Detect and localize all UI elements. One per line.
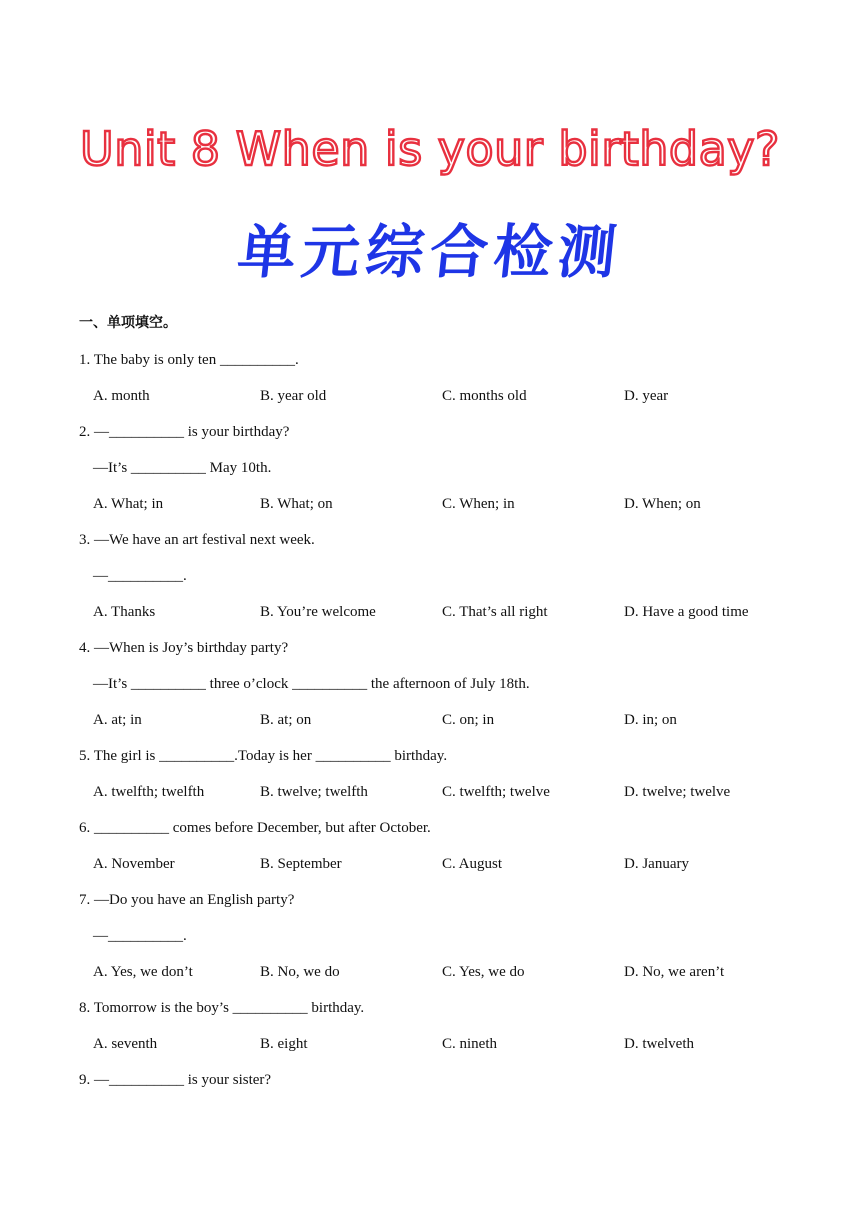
question-2-option-c: C. When; in xyxy=(442,496,515,512)
question-6-option-c: C. August xyxy=(442,856,503,872)
question-1-option-d: D. year xyxy=(624,388,669,404)
question-6-option-d: D. January xyxy=(624,856,689,872)
unit-title: Unit 8 When is your birthday? xyxy=(80,122,780,176)
question-5-option-c: C. twelfth; twelve xyxy=(442,784,550,800)
question-1-stem: 1. The baby is only ten __________. xyxy=(79,352,299,368)
question-7-reply: —__________. xyxy=(93,928,187,944)
question-8-option-a: A. seventh xyxy=(93,1036,158,1052)
section-heading: 一、单项填空。 xyxy=(79,315,177,331)
question-8-option-d: D. twelveth xyxy=(624,1036,694,1052)
question-4-option-c: C. on; in xyxy=(442,712,495,728)
question-2-option-d: D. When; on xyxy=(624,496,701,512)
question-7-option-b: B. No, we do xyxy=(260,964,340,980)
question-7-option-c: C. Yes, we do xyxy=(442,964,525,980)
question-9-stem: 9. —__________ is your sister? xyxy=(79,1072,272,1088)
question-5-stem: 5. The girl is __________.Today is her __________ birthday. xyxy=(79,748,448,764)
question-7-option-d: D. No, we aren’t xyxy=(624,964,725,980)
question-4-option-a: A. at; in xyxy=(93,712,142,728)
question-3-reply: —__________. xyxy=(93,568,187,584)
question-3-option-b: B. You’re welcome xyxy=(260,604,376,620)
question-7-stem: 7. —Do you have an English party? xyxy=(79,892,295,908)
question-2-option-b: B. What; on xyxy=(260,496,333,512)
question-5-option-b: B. twelve; twelfth xyxy=(260,784,368,800)
question-8-option-c: C. nineth xyxy=(442,1036,497,1052)
question-8-stem: 8. Tomorrow is the boy’s __________ birthday. xyxy=(79,1000,365,1016)
question-4-option-d: D. in; on xyxy=(624,712,677,728)
question-3-option-c: C. That’s all right xyxy=(442,604,548,620)
question-1-option-a: A. month xyxy=(93,388,150,404)
question-6-stem: 6. __________ comes before December, but after October. xyxy=(79,820,431,836)
question-4-option-b: B. at; on xyxy=(260,712,312,728)
question-7-option-a: A. Yes, we don’t xyxy=(93,964,193,980)
question-2-reply: —It’s __________ May 10th. xyxy=(93,460,272,476)
question-5-option-d: D. twelve; twelve xyxy=(624,784,731,800)
question-5-option-a: A. twelfth; twelfth xyxy=(93,784,205,800)
question-8-option-b: B. eight xyxy=(260,1036,308,1052)
question-2-stem: 2. —__________ is your birthday? xyxy=(79,424,290,440)
question-2-option-a: A. What; in xyxy=(93,496,164,512)
question-3-stem: 3. —We have an art festival next week. xyxy=(79,532,315,548)
question-1-option-c: C. months old xyxy=(442,388,527,404)
question-6-option-a: A. November xyxy=(93,856,175,872)
unit-subtitle: 单元综合检测 xyxy=(234,218,626,286)
question-1-option-b: B. year old xyxy=(260,388,327,404)
question-4-reply: —It’s __________ three o’clock __________ the afternoon of July 18th. xyxy=(93,676,530,692)
question-3-option-d: D. Have a good time xyxy=(624,604,749,620)
question-3-option-a: A. Thanks xyxy=(93,604,156,620)
question-6-option-b: B. September xyxy=(260,856,342,872)
question-4-stem: 4. —When is Joy’s birthday party? xyxy=(79,640,289,656)
